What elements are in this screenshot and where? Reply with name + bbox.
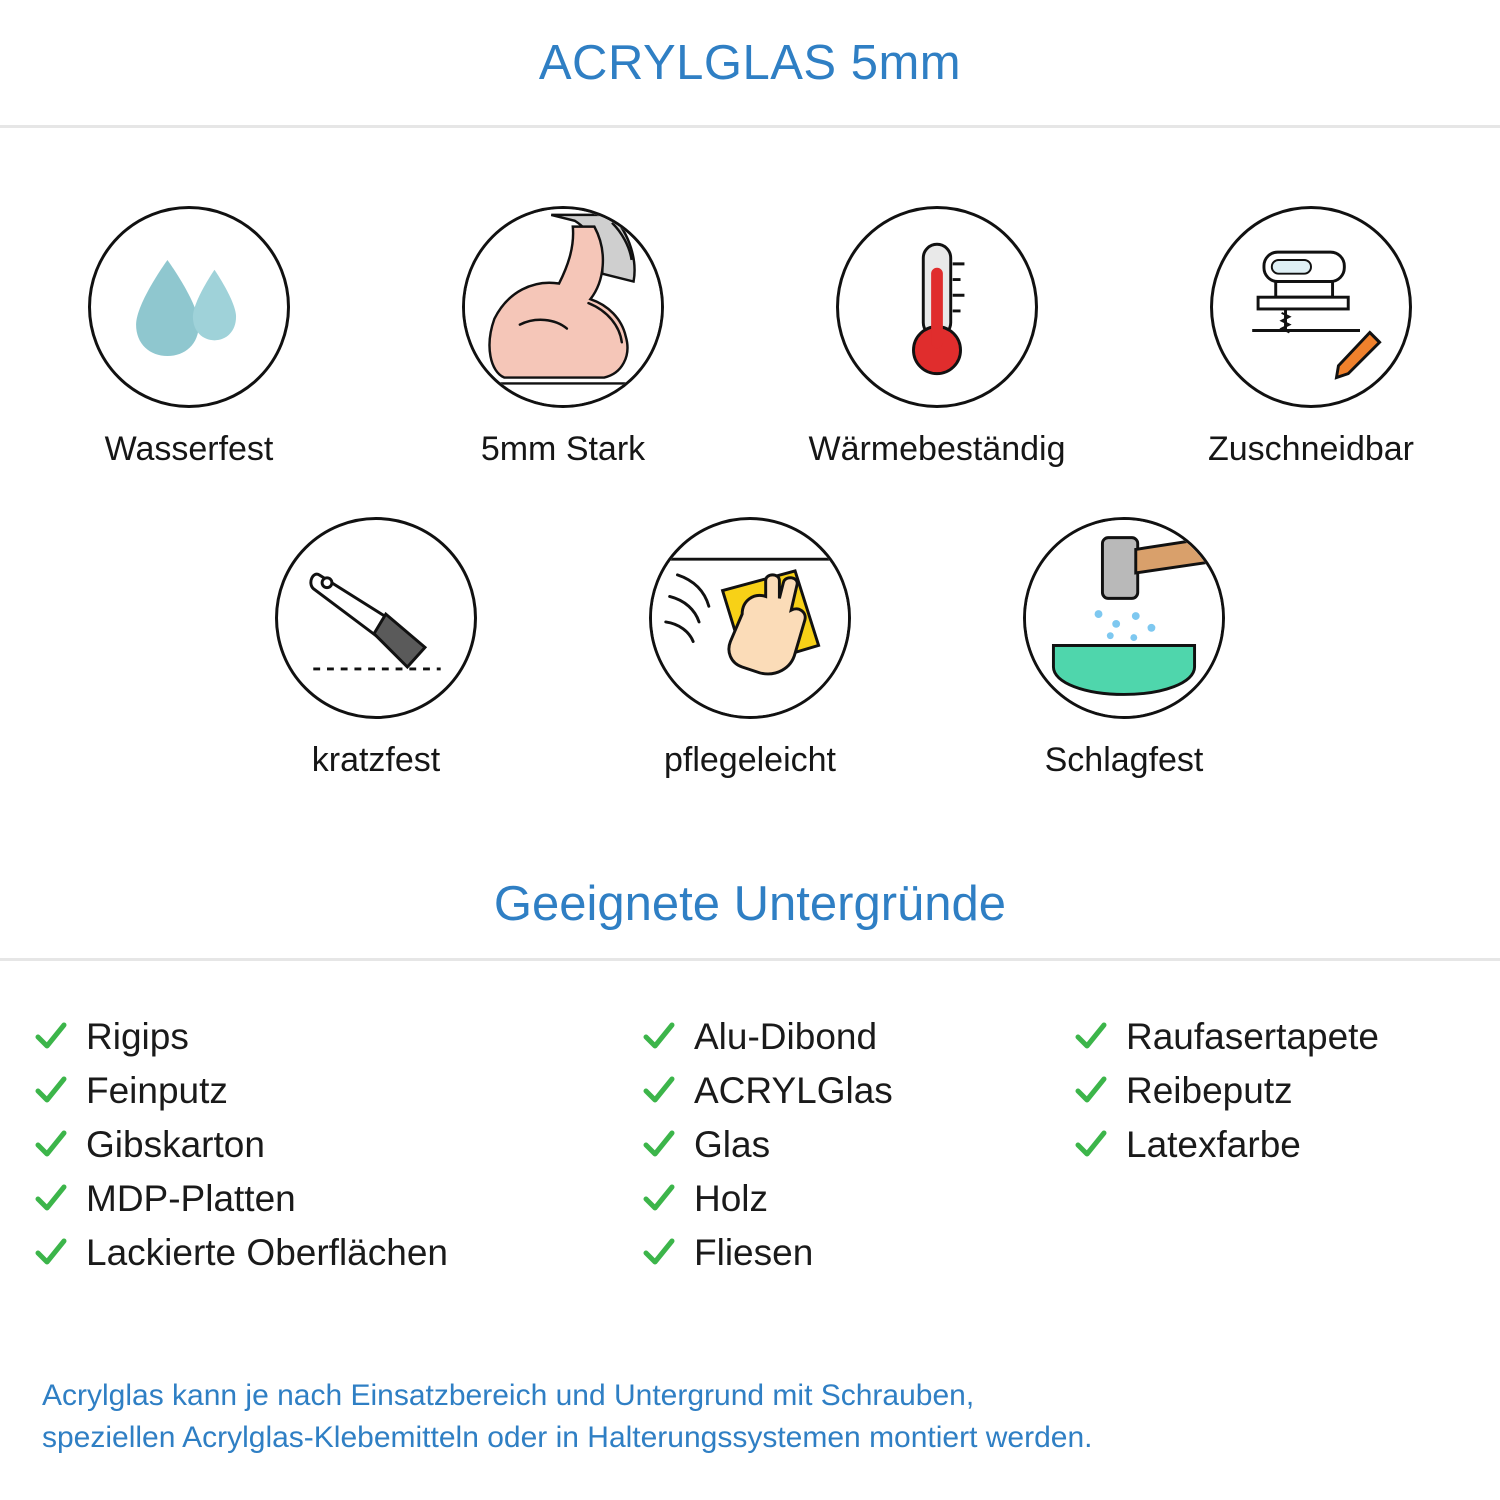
water-drops-icon bbox=[88, 206, 290, 408]
suitable-surfaces-list bbox=[0, 961, 1500, 1279]
flexing-arm-icon bbox=[462, 206, 664, 408]
list-item-label: Reibeputz bbox=[1126, 1069, 1293, 1111]
check-icon bbox=[1074, 1073, 1108, 1107]
checklist-column-2 bbox=[642, 1009, 1074, 1279]
feature-waermebestaendig bbox=[793, 206, 1081, 469]
list-item-label: Rigips bbox=[86, 1015, 189, 1057]
list-item bbox=[642, 1171, 1074, 1225]
feature-zuschneidbar bbox=[1167, 206, 1455, 469]
list-item-label: MDP-Platten bbox=[86, 1177, 296, 1219]
list-item bbox=[642, 1225, 1074, 1279]
check-icon bbox=[34, 1073, 68, 1107]
list-item bbox=[34, 1063, 642, 1117]
list-item-label: Latexfarbe bbox=[1126, 1123, 1301, 1165]
features-row-2 bbox=[0, 517, 1500, 780]
list-item bbox=[1074, 1063, 1494, 1117]
check-icon bbox=[34, 1127, 68, 1161]
list-item-label: Glas bbox=[694, 1123, 771, 1165]
list-item bbox=[642, 1009, 1074, 1063]
footnote-line-2: speziellen Acrylglas-Klebemitteln oder in Halterungssystemen montiert werden. bbox=[42, 1420, 1093, 1454]
list-item-label: Lackierte Oberflächen bbox=[86, 1231, 448, 1273]
list-item-label: Feinputz bbox=[86, 1069, 228, 1111]
check-icon bbox=[642, 1235, 676, 1269]
features-row-1 bbox=[0, 206, 1500, 469]
feature-label: 5mm Stark bbox=[480, 430, 646, 468]
feature-5mm-stark bbox=[419, 206, 707, 469]
list-item-label: Fliesen bbox=[694, 1231, 814, 1273]
feature-label: Wärmebeständig bbox=[808, 430, 1066, 468]
feature-schlagfest bbox=[980, 517, 1268, 780]
feature-kratzfest bbox=[232, 517, 520, 780]
features-section bbox=[0, 128, 1500, 780]
list-item bbox=[642, 1117, 1074, 1171]
check-icon bbox=[1074, 1127, 1108, 1161]
list-item bbox=[34, 1225, 642, 1279]
list-item-label: Raufasertapete bbox=[1126, 1015, 1380, 1057]
check-icon bbox=[34, 1019, 68, 1053]
list-item bbox=[642, 1063, 1074, 1117]
checklist-column-3 bbox=[1074, 1009, 1494, 1279]
list-item bbox=[34, 1117, 642, 1171]
section-title: Geeignete Untergründe bbox=[493, 877, 1007, 931]
check-icon bbox=[642, 1019, 676, 1053]
jigsaw-cutter-icon bbox=[1210, 206, 1412, 408]
list-item bbox=[34, 1009, 642, 1063]
list-item-label: Gibskarton bbox=[86, 1123, 265, 1165]
feature-pflegeleicht bbox=[606, 517, 894, 780]
hammer-impact-icon bbox=[1023, 517, 1225, 719]
list-item-label: Holz bbox=[694, 1177, 769, 1219]
list-item-label: Alu-Dibond bbox=[694, 1015, 878, 1057]
feature-wasserfest bbox=[45, 206, 333, 469]
list-item bbox=[1074, 1117, 1494, 1171]
footnote-line-1: Acrylglas kann je nach Einsatzbereich und Untergrund mit Schrauben, bbox=[42, 1379, 975, 1413]
section-header bbox=[0, 876, 1500, 961]
check-icon bbox=[642, 1181, 676, 1215]
checklist-column-1 bbox=[34, 1009, 642, 1279]
feature-label: Wasserfest bbox=[104, 430, 274, 468]
check-icon bbox=[642, 1073, 676, 1107]
check-icon bbox=[642, 1127, 676, 1161]
feature-label: pflegeleicht bbox=[663, 741, 836, 779]
page-header bbox=[0, 0, 1500, 128]
footnote bbox=[42, 1375, 1458, 1458]
page-title: ACRYLGLAS 5mm bbox=[538, 35, 962, 90]
feature-label: Schlagfest bbox=[1044, 741, 1204, 779]
check-icon bbox=[1074, 1019, 1108, 1053]
list-item bbox=[34, 1171, 642, 1225]
feature-label: kratzfest bbox=[311, 741, 441, 779]
knife-scratch-icon bbox=[275, 517, 477, 719]
list-item-label: ACRYLGlas bbox=[694, 1069, 893, 1111]
check-icon bbox=[34, 1235, 68, 1269]
feature-label: Zuschneidbar bbox=[1207, 430, 1414, 468]
thermometer-icon bbox=[836, 206, 1038, 408]
hand-cloth-wipe-icon bbox=[649, 517, 851, 719]
list-item bbox=[1074, 1009, 1494, 1063]
check-icon bbox=[34, 1181, 68, 1215]
